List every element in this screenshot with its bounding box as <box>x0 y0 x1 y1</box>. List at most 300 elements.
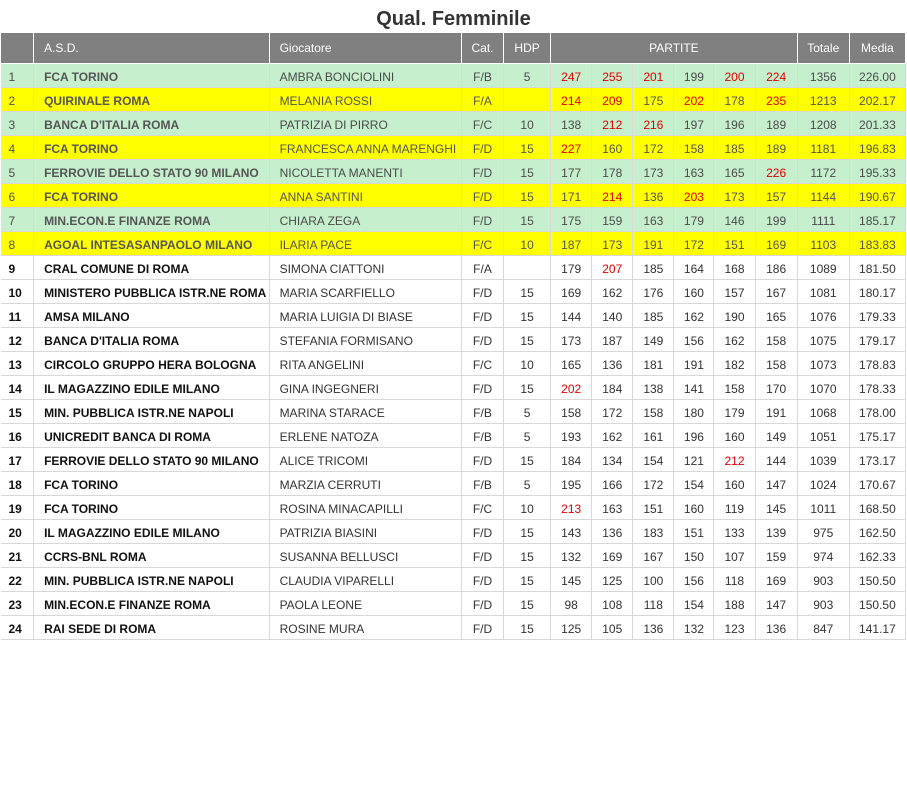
cell-game-score: 224 <box>755 64 797 88</box>
cell-totale: 1073 <box>797 352 849 376</box>
cell-totale: 974 <box>797 544 849 568</box>
cell-media: 180.17 <box>849 280 905 304</box>
cell-game-score: 188 <box>714 592 755 616</box>
cell-media: 168.50 <box>849 496 905 520</box>
header-pos <box>1 33 34 64</box>
cell-hdp: 5 <box>504 64 551 88</box>
cell-game-score: 154 <box>674 592 714 616</box>
cell-cat: F/D <box>461 328 503 352</box>
cell-game-score: 151 <box>674 520 714 544</box>
cell-totale: 1111 <box>797 208 849 232</box>
cell-game-score: 235 <box>755 88 797 112</box>
cell-game-score: 159 <box>592 208 633 232</box>
cell-game-score: 170 <box>755 376 797 400</box>
cell-game-score: 158 <box>633 400 674 424</box>
cell-totale: 1181 <box>797 136 849 160</box>
cell-game-score: 226 <box>755 160 797 184</box>
cell-totale: 1076 <box>797 304 849 328</box>
header-hdp: HDP <box>504 33 551 64</box>
cell-game-score: 178 <box>592 160 633 184</box>
cell-game-score: 185 <box>633 256 674 280</box>
cell-game-score: 100 <box>633 568 674 592</box>
cell-asd: FCA TORINO <box>34 184 270 208</box>
cell-game-score: 147 <box>755 592 797 616</box>
table-row <box>1 232 906 256</box>
cell-game-score: 163 <box>633 208 674 232</box>
cell-game-score: 189 <box>755 136 797 160</box>
cell-hdp: 15 <box>504 520 551 544</box>
cell-cat: F/A <box>461 256 503 280</box>
cell-game-score: 169 <box>755 232 797 256</box>
cell-position: 24 <box>1 616 34 640</box>
cell-asd: FCA TORINO <box>34 496 270 520</box>
cell-giocatore: ERLENE NATOZA <box>269 424 461 448</box>
cell-game-score: 195 <box>551 472 592 496</box>
cell-position: 17 <box>1 448 34 472</box>
cell-media: 178.33 <box>849 376 905 400</box>
table-row <box>1 160 906 184</box>
cell-asd: IL MAGAZZINO EDILE MILANO <box>34 376 270 400</box>
table-row <box>1 304 906 328</box>
cell-game-score: 196 <box>714 112 755 136</box>
cell-totale: 1024 <box>797 472 849 496</box>
cell-game-score: 162 <box>592 280 633 304</box>
cell-totale: 903 <box>797 592 849 616</box>
cell-game-score: 173 <box>592 232 633 256</box>
cell-cat: F/B <box>461 400 503 424</box>
cell-asd: MIN. PUBBLICA ISTR.NE NAPOLI <box>34 400 270 424</box>
cell-game-score: 214 <box>551 88 592 112</box>
cell-asd: FCA TORINO <box>34 64 270 88</box>
cell-asd: MIN. PUBBLICA ISTR.NE NAPOLI <box>34 568 270 592</box>
table-row <box>1 256 906 280</box>
cell-game-score: 154 <box>633 448 674 472</box>
cell-game-score: 177 <box>551 160 592 184</box>
cell-game-score: 165 <box>755 304 797 328</box>
cell-game-score: 193 <box>551 424 592 448</box>
cell-hdp: 15 <box>504 376 551 400</box>
cell-game-score: 180 <box>674 400 714 424</box>
cell-asd: CRAL COMUNE DI ROMA <box>34 256 270 280</box>
cell-game-score: 165 <box>551 352 592 376</box>
cell-hdp: 15 <box>504 616 551 640</box>
cell-asd: FERROVIE DELLO STATO 90 MILANO <box>34 160 270 184</box>
cell-cat: F/B <box>461 64 503 88</box>
table-row <box>1 568 906 592</box>
cell-media: 181.50 <box>849 256 905 280</box>
cell-asd: MIN.ECON.E FINANZE ROMA <box>34 208 270 232</box>
cell-hdp: 10 <box>504 352 551 376</box>
cell-game-score: 173 <box>551 328 592 352</box>
cell-cat: F/B <box>461 472 503 496</box>
cell-game-score: 160 <box>674 280 714 304</box>
cell-cat: F/D <box>461 280 503 304</box>
cell-game-score: 123 <box>714 616 755 640</box>
cell-game-score: 150 <box>674 544 714 568</box>
cell-game-score: 162 <box>674 304 714 328</box>
cell-game-score: 167 <box>755 280 797 304</box>
cell-cat: F/D <box>461 304 503 328</box>
cell-game-score: 185 <box>714 136 755 160</box>
cell-game-score: 191 <box>633 232 674 256</box>
cell-game-score: 169 <box>592 544 633 568</box>
cell-media: 196.83 <box>849 136 905 160</box>
cell-game-score: 125 <box>592 568 633 592</box>
cell-position: 16 <box>1 424 34 448</box>
cell-cat: F/C <box>461 112 503 136</box>
cell-game-score: 163 <box>592 496 633 520</box>
cell-cat: F/D <box>461 568 503 592</box>
cell-totale: 1070 <box>797 376 849 400</box>
table-row <box>1 112 906 136</box>
page-title: Qual. Femminile <box>376 8 531 30</box>
cell-game-score: 179 <box>551 256 592 280</box>
cell-giocatore: GINA INGEGNERI <box>269 376 461 400</box>
cell-giocatore: MARIA LUIGIA DI BIASE <box>269 304 461 328</box>
cell-game-score: 199 <box>755 208 797 232</box>
cell-position: 22 <box>1 568 34 592</box>
cell-game-score: 160 <box>592 136 633 160</box>
cell-position: 15 <box>1 400 34 424</box>
cell-hdp: 15 <box>504 448 551 472</box>
cell-giocatore: ANNA SANTINI <box>269 184 461 208</box>
cell-game-score: 173 <box>633 160 674 184</box>
header-giocatore: Giocatore <box>269 33 461 64</box>
cell-giocatore: ALICE TRICOMI <box>269 448 461 472</box>
cell-position: 6 <box>1 184 34 208</box>
cell-position: 1 <box>1 64 34 88</box>
cell-game-score: 187 <box>592 328 633 352</box>
cell-asd: FERROVIE DELLO STATO 90 MILANO <box>34 448 270 472</box>
cell-game-score: 141 <box>674 376 714 400</box>
cell-asd: BANCA D'ITALIA ROMA <box>34 328 270 352</box>
table-row <box>1 280 906 304</box>
table-row <box>1 472 906 496</box>
cell-game-score: 140 <box>592 304 633 328</box>
cell-hdp: 15 <box>504 304 551 328</box>
cell-media: 226.00 <box>849 64 905 88</box>
cell-totale: 975 <box>797 520 849 544</box>
cell-game-score: 166 <box>592 472 633 496</box>
cell-hdp: 10 <box>504 496 551 520</box>
cell-game-score: 138 <box>633 376 674 400</box>
table-row <box>1 88 906 112</box>
cell-game-score: 154 <box>674 472 714 496</box>
cell-game-score: 136 <box>633 184 674 208</box>
cell-asd: RAI SEDE DI ROMA <box>34 616 270 640</box>
table-row <box>1 448 906 472</box>
cell-totale: 1068 <box>797 400 849 424</box>
cell-position: 10 <box>1 280 34 304</box>
cell-asd: FCA TORINO <box>34 472 270 496</box>
cell-giocatore: SIMONA CIATTONI <box>269 256 461 280</box>
cell-game-score: 255 <box>592 64 633 88</box>
cell-game-score: 207 <box>592 256 633 280</box>
cell-cat: F/D <box>461 184 503 208</box>
cell-cat: F/D <box>461 520 503 544</box>
cell-giocatore: CHIARA ZEGA <box>269 208 461 232</box>
cell-game-score: 139 <box>755 520 797 544</box>
cell-giocatore: STEFANIA FORMISANO <box>269 328 461 352</box>
cell-giocatore: FRANCESCA ANNA MARENGHI <box>269 136 461 160</box>
cell-game-score: 157 <box>714 280 755 304</box>
table-row <box>1 592 906 616</box>
cell-cat: F/D <box>461 448 503 472</box>
cell-giocatore: PATRIZIA DI PIRRO <box>269 112 461 136</box>
cell-game-score: 189 <box>755 112 797 136</box>
cell-hdp: 10 <box>504 232 551 256</box>
cell-giocatore: RITA ANGELINI <box>269 352 461 376</box>
cell-position: 3 <box>1 112 34 136</box>
cell-game-score: 202 <box>674 88 714 112</box>
cell-media: 179.17 <box>849 328 905 352</box>
cell-game-score: 144 <box>551 304 592 328</box>
cell-cat: F/D <box>461 136 503 160</box>
cell-totale: 1011 <box>797 496 849 520</box>
cell-cat: F/C <box>461 496 503 520</box>
cell-position: 7 <box>1 208 34 232</box>
cell-cat: F/D <box>461 376 503 400</box>
cell-game-score: 209 <box>592 88 633 112</box>
cell-cat: F/C <box>461 232 503 256</box>
table-row <box>1 496 906 520</box>
table-row <box>1 184 906 208</box>
cell-cat: F/D <box>461 544 503 568</box>
table-row <box>1 520 906 544</box>
cell-totale: 1089 <box>797 256 849 280</box>
table-row <box>1 328 906 352</box>
cell-game-score: 138 <box>551 112 592 136</box>
cell-game-score: 162 <box>714 328 755 352</box>
cell-game-score: 183 <box>633 520 674 544</box>
cell-game-score: 133 <box>714 520 755 544</box>
cell-game-score: 168 <box>714 256 755 280</box>
cell-game-score: 213 <box>551 496 592 520</box>
cell-game-score: 173 <box>714 184 755 208</box>
cell-giocatore: AMBRA BONCIOLINI <box>269 64 461 88</box>
cell-game-score: 169 <box>551 280 592 304</box>
cell-totale: 1103 <box>797 232 849 256</box>
cell-giocatore: MELANIA ROSSI <box>269 88 461 112</box>
cell-game-score: 162 <box>592 424 633 448</box>
cell-game-score: 143 <box>551 520 592 544</box>
cell-hdp: 5 <box>504 472 551 496</box>
cell-asd: QUIRINALE ROMA <box>34 88 270 112</box>
cell-game-score: 227 <box>551 136 592 160</box>
cell-hdp: 5 <box>504 424 551 448</box>
cell-game-score: 175 <box>551 208 592 232</box>
cell-totale: 1144 <box>797 184 849 208</box>
cell-game-score: 136 <box>592 520 633 544</box>
header-media: Media <box>849 33 905 64</box>
cell-media: 185.17 <box>849 208 905 232</box>
header-asd: A.S.D. <box>34 33 270 64</box>
cell-giocatore: MARINA STARACE <box>269 400 461 424</box>
cell-game-score: 132 <box>674 616 714 640</box>
cell-totale: 1081 <box>797 280 849 304</box>
table-header-row <box>1 33 906 64</box>
cell-game-score: 107 <box>714 544 755 568</box>
cell-game-score: 191 <box>674 352 714 376</box>
cell-position: 21 <box>1 544 34 568</box>
cell-game-score: 202 <box>551 376 592 400</box>
cell-game-score: 108 <box>592 592 633 616</box>
table-row <box>1 352 906 376</box>
cell-media: 141.17 <box>849 616 905 640</box>
cell-game-score: 145 <box>551 568 592 592</box>
cell-game-score: 118 <box>714 568 755 592</box>
cell-game-score: 216 <box>633 112 674 136</box>
cell-position: 12 <box>1 328 34 352</box>
cell-game-score: 191 <box>755 400 797 424</box>
cell-game-score: 212 <box>714 448 755 472</box>
cell-giocatore: ROSINA MINACAPILLI <box>269 496 461 520</box>
cell-game-score: 146 <box>714 208 755 232</box>
cell-totale: 1213 <box>797 88 849 112</box>
cell-game-score: 179 <box>674 208 714 232</box>
cell-hdp: 10 <box>504 112 551 136</box>
cell-cat: F/D <box>461 592 503 616</box>
cell-game-score: 169 <box>755 568 797 592</box>
cell-media: 178.83 <box>849 352 905 376</box>
cell-cat: F/A <box>461 88 503 112</box>
cell-giocatore: NICOLETTA MANENTI <box>269 160 461 184</box>
cell-game-score: 167 <box>633 544 674 568</box>
cell-media: 162.50 <box>849 520 905 544</box>
cell-cat: F/D <box>461 208 503 232</box>
cell-game-score: 151 <box>633 496 674 520</box>
cell-game-score: 165 <box>714 160 755 184</box>
table-row <box>1 424 906 448</box>
cell-media: 178.00 <box>849 400 905 424</box>
cell-giocatore: SUSANNA BELLUSCI <box>269 544 461 568</box>
cell-cat: F/D <box>461 616 503 640</box>
cell-hdp: 15 <box>504 568 551 592</box>
cell-hdp: 15 <box>504 544 551 568</box>
cell-hdp <box>504 88 551 112</box>
cell-game-score: 145 <box>755 496 797 520</box>
table-row <box>1 400 906 424</box>
cell-media: 202.17 <box>849 88 905 112</box>
cell-game-score: 214 <box>592 184 633 208</box>
cell-game-score: 125 <box>551 616 592 640</box>
cell-game-score: 158 <box>551 400 592 424</box>
table-body <box>1 64 906 640</box>
table-row <box>1 616 906 640</box>
cell-game-score: 151 <box>714 232 755 256</box>
cell-giocatore: PATRIZIA BIASINI <box>269 520 461 544</box>
cell-game-score: 200 <box>714 64 755 88</box>
cell-game-score: 163 <box>674 160 714 184</box>
cell-totale: 1172 <box>797 160 849 184</box>
cell-game-score: 149 <box>633 328 674 352</box>
table-row <box>1 64 906 88</box>
cell-game-score: 160 <box>714 424 755 448</box>
cell-game-score: 175 <box>633 88 674 112</box>
header-cat: Cat. <box>461 33 503 64</box>
cell-game-score: 212 <box>592 112 633 136</box>
cell-cat: F/B <box>461 424 503 448</box>
cell-game-score: 184 <box>551 448 592 472</box>
cell-game-score: 187 <box>551 232 592 256</box>
cell-position: 2 <box>1 88 34 112</box>
cell-game-score: 164 <box>674 256 714 280</box>
cell-game-score: 172 <box>674 232 714 256</box>
cell-game-score: 171 <box>551 184 592 208</box>
cell-game-score: 121 <box>674 448 714 472</box>
cell-game-score: 159 <box>755 544 797 568</box>
cell-hdp: 15 <box>504 136 551 160</box>
cell-asd: AGOAL INTESASANPAOLO MILANO <box>34 232 270 256</box>
table-row <box>1 136 906 160</box>
cell-hdp: 15 <box>504 160 551 184</box>
cell-asd: AMSA MILANO <box>34 304 270 328</box>
cell-game-score: 105 <box>592 616 633 640</box>
cell-game-score: 172 <box>592 400 633 424</box>
cell-game-score: 196 <box>674 424 714 448</box>
cell-giocatore: ILARIA PACE <box>269 232 461 256</box>
cell-cat: F/D <box>461 160 503 184</box>
cell-game-score: 98 <box>551 592 592 616</box>
cell-game-score: 136 <box>592 352 633 376</box>
cell-media: 183.83 <box>849 232 905 256</box>
cell-cat: F/C <box>461 352 503 376</box>
cell-position: 14 <box>1 376 34 400</box>
cell-position: 13 <box>1 352 34 376</box>
cell-position: 9 <box>1 256 34 280</box>
cell-totale: 903 <box>797 568 849 592</box>
cell-game-score: 197 <box>674 112 714 136</box>
cell-giocatore: PAOLA LEONE <box>269 592 461 616</box>
cell-totale: 1075 <box>797 328 849 352</box>
cell-game-score: 182 <box>714 352 755 376</box>
cell-game-score: 136 <box>755 616 797 640</box>
cell-giocatore: CLAUDIA VIPARELLI <box>269 568 461 592</box>
cell-game-score: 158 <box>755 328 797 352</box>
cell-game-score: 157 <box>755 184 797 208</box>
cell-asd: BANCA D'ITALIA ROMA <box>34 112 270 136</box>
cell-game-score: 134 <box>592 448 633 472</box>
table-row <box>1 208 906 232</box>
cell-media: 150.50 <box>849 592 905 616</box>
cell-asd: MIN.ECON.E FINANZE ROMA <box>34 592 270 616</box>
cell-asd: FCA TORINO <box>34 136 270 160</box>
cell-position: 23 <box>1 592 34 616</box>
cell-asd: CIRCOLO GRUPPO HERA BOLOGNA <box>34 352 270 376</box>
cell-game-score: 247 <box>551 64 592 88</box>
cell-asd: UNICREDIT BANCA DI ROMA <box>34 424 270 448</box>
cell-position: 18 <box>1 472 34 496</box>
standings-table <box>0 33 906 640</box>
cell-position: 5 <box>1 160 34 184</box>
cell-hdp: 15 <box>504 328 551 352</box>
cell-game-score: 118 <box>633 592 674 616</box>
cell-game-score: 172 <box>633 136 674 160</box>
cell-position: 20 <box>1 520 34 544</box>
cell-media: 162.33 <box>849 544 905 568</box>
cell-game-score: 158 <box>755 352 797 376</box>
cell-game-score: 158 <box>674 136 714 160</box>
cell-asd: IL MAGAZZINO EDILE MILANO <box>34 520 270 544</box>
cell-game-score: 179 <box>714 400 755 424</box>
cell-game-score: 184 <box>592 376 633 400</box>
cell-game-score: 161 <box>633 424 674 448</box>
cell-game-score: 158 <box>714 376 755 400</box>
cell-game-score: 185 <box>633 304 674 328</box>
cell-position: 11 <box>1 304 34 328</box>
cell-game-score: 136 <box>633 616 674 640</box>
cell-hdp: 15 <box>504 280 551 304</box>
